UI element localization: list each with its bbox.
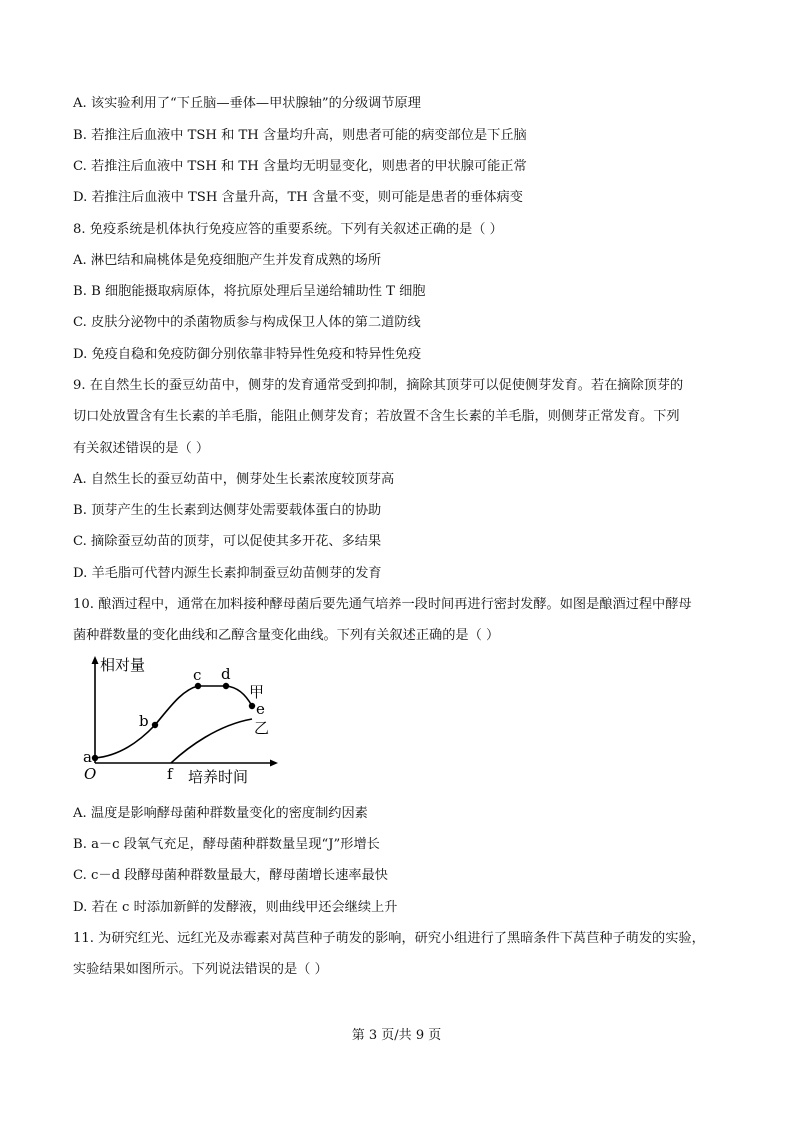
point-d-label: d — [221, 665, 231, 683]
q8-option-c: C. 皮肤分泌物中的杀菌物质参与构成保卫人体的第二道防线 — [73, 315, 421, 330]
q9-stem-line2: 切口处放置含有生长素的羊毛脂，能阻止侧芽发育；若放置不含生长素的羊毛脂，则侧芽正常发育。下列 — [73, 409, 680, 424]
curve-yi-label: 乙 — [254, 719, 270, 737]
yeast-growth-figure — [78, 655, 278, 790]
page-number: 第 3 页/共 9 页 — [351, 1028, 442, 1043]
q10-stem-line1: 10. 酿酒过程中，通常在加料接种酵母菌后要先通气培养一段时间再进行密封发酵。如图是酿酒过程中酵母 — [73, 597, 692, 612]
q9-stem-line3: 有关叙述错误的是（ ） — [73, 441, 210, 456]
point-f-label: f — [167, 765, 173, 783]
point-e — [249, 703, 255, 709]
q7-option-c: C. 若推注后血液中 TSH 和 TH 含量均无明显变化，则患者的甲状腺可能正常 — [73, 159, 527, 174]
point-e-label: e — [256, 700, 265, 718]
q11-stem-line2: 实验结果如图所示。下列说法错误的是（ ） — [73, 962, 328, 977]
point-a-label: a — [83, 748, 92, 766]
q10-option-d: D. 若在 c 时添加新鲜的发酵液，则曲线甲还会继续上升 — [73, 900, 398, 915]
curve-jia-label: 甲 — [249, 683, 265, 701]
y-axis-arrow — [92, 656, 99, 664]
q9-stem-line1: 9. 在自然生长的蚕豆幼苗中，侧芽的发育通常受到抑制，摘除其顶芽可以促使侧芽发育。若在摘除顶芽的 — [73, 378, 684, 393]
curve-jia — [95, 686, 252, 758]
x-axis-label: 培养时间 — [188, 768, 249, 786]
q11-stem-line1: 11. 为研究红光、远红光及赤霉素对莴苣种子萌发的影响，研究小组进行了黑暗条件下莴苣种子萌发的实验， — [73, 931, 705, 946]
point-b-label: b — [139, 712, 149, 730]
q8-option-b: B. B 细胞能摄取病原体，将抗原处理后呈递给辅助性 T 细胞 — [73, 284, 426, 299]
q8-option-a: A. 淋巴结和扁桃体是免疫细胞产生并发育成熟的场所 — [73, 253, 382, 268]
q10-option-a: A. 温度是影响酵母菌种群数量变化的密度制约因素 — [73, 806, 368, 821]
point-c-label: c — [193, 666, 202, 684]
y-axis-label: 相对量 — [100, 656, 146, 674]
point-b — [152, 722, 158, 728]
q8-option-d: D. 免疫自稳和免疫防御分别依靠非特异性免疫和特异性免疫 — [73, 347, 422, 362]
q7-option-a: A. 该实验利用了“下丘脑—垂体—甲状腺轴”的分级调节原理 — [73, 96, 421, 111]
q9-option-c: C. 摘除蚕豆幼苗的顶芽，可以促使其多开花、多结果 — [73, 534, 382, 549]
q9-option-b: B. 顶芽产生的生长素到达侧芽处需要载体蛋白的协助 — [73, 503, 382, 518]
curve-yi — [171, 719, 252, 763]
origin-label: O — [84, 765, 97, 783]
point-a — [92, 755, 98, 761]
q10-stem-line2: 菌种群数量的变化曲线和乙醇含量变化曲线。下列有关叙述正确的是（ ） — [73, 628, 500, 643]
q9-option-d: D. 羊毛脂可代替内源生长素抑制蚕豆幼苗侧芽的发育 — [73, 566, 382, 581]
x-axis-arrow — [270, 760, 278, 767]
q7-option-b: B. 若推注后血液中 TSH 和 TH 含量均升高，则患者可能的病变部位是下丘脑 — [73, 128, 527, 143]
q8-stem: 8. 免疫系统是机体执行免疫应答的重要系统。下列有关叙述正确的是（ ） — [73, 222, 503, 237]
q9-option-a: A. 自然生长的蚕豆幼苗中，侧芽处生长素浓度较顶芽高 — [73, 472, 395, 487]
point-d — [223, 683, 229, 689]
q10-option-c: C. c－d 段酵母菌种群数量最大，酵母菌增长速率最快 — [73, 868, 388, 883]
q7-option-d: D. 若推注后血液中 TSH 含量升高，TH 含量不变，则可能是患者的垂体病变 — [73, 190, 523, 205]
q10-option-b: B. a－c 段氧气充足，酵母菌种群数量呈现“J”形增长 — [73, 837, 380, 852]
